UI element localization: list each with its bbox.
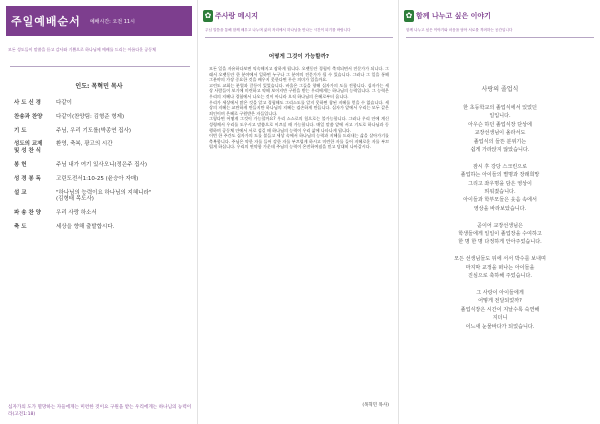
message-panel (199, 0, 399, 424)
bible-verse-footer: 십자가의 도가 멸망하는 자들에게는 미련한 것이요 구원을 받는 우리에게는 하나님의 능력이라(고전1:18) (8, 405, 192, 417)
story-line: 영상을 바라보았습니다. (473, 205, 527, 212)
story-line: 아이들과 학부모들은 웃음 속에서 (463, 197, 537, 204)
story-line: 어떻게 전달되었까? (478, 298, 522, 305)
service-label: 사 도 신 경 (14, 100, 41, 106)
leaf-logo-icon: ✿ (405, 11, 413, 20)
service-time: 예배시간: 오전 11시 (89, 19, 135, 25)
service-leader: 인도: 목혁민 목사 (75, 83, 123, 90)
service-row (14, 190, 192, 204)
story-line: 모든 선생님들도 뒤에 서서 박수를 보내며 (454, 256, 546, 263)
message-banner (203, 10, 258, 22)
story-line: 졸업하는 아이들의 별명과 장래희망 (460, 172, 540, 179)
story-line: 띄워졌습니다. (484, 189, 516, 196)
service-label: 파 송 찬 양 (14, 210, 41, 217)
sharing-banner-subtitle: 함께 나누고 싶은 이야기와 마음을 담아 서로를 격려하는 공간입니다 (406, 28, 513, 32)
service-label: 성도의 교제 및 성 찬 식 (14, 141, 43, 155)
story-line: 잠시 후 강당 스크린으로 (472, 163, 528, 170)
service-order-list (14, 100, 192, 238)
service-row (14, 176, 192, 183)
service-label: 봉 헌 (14, 161, 27, 168)
sharing-panel (400, 0, 600, 424)
story-stanza (400, 104, 600, 154)
divider (406, 37, 594, 38)
service-label: 기 도 (14, 127, 27, 134)
story-line: 그리고 좌우명을 담은 영상이 (468, 180, 532, 187)
leaf-logo-icon: ✿ (204, 11, 212, 20)
story-line: 교장선생님이 올라서도 (474, 130, 526, 137)
sharing-banner-title: 함께 나누고 싶은 이야기 (416, 12, 491, 20)
service-value: 고린도전서1:10-25 (윤승아 자매) (56, 175, 139, 182)
sermon-author: (목혁민 목사) (362, 403, 389, 408)
story-line: 곧이어 교장선생님은 (477, 222, 523, 229)
service-value: "하나님의 능력이요 하나님의 지혜니라" (김형태 목도사) (56, 189, 152, 203)
divider (10, 66, 190, 67)
divider (205, 37, 393, 38)
story-line: 쉽게 가라앉지 않았습니다. (470, 147, 530, 154)
story-line: 진심으로 축하해 주었습니다. (468, 273, 532, 280)
story-title: 사랑의 졸업식 (481, 86, 519, 93)
story-line: 그 사랑이 아이들에게 (476, 289, 524, 296)
service-value: 환영, 축복, 광고의 시간 (56, 141, 113, 148)
story-line: 학생들에게 일일이 졸업장을 수여하고 (458, 231, 542, 238)
service-row (14, 128, 192, 135)
story-line: 한 초등학교의 졸업식에서 있었던 (463, 105, 537, 111)
service-row (14, 210, 192, 217)
story-stanza (400, 222, 600, 247)
service-row (14, 114, 192, 121)
story-stanza (400, 289, 600, 331)
service-label: 축 도 (14, 223, 27, 230)
story-line: 졸업식의 들뜬 분위기는 (473, 138, 527, 145)
bulletin-header (6, 6, 192, 36)
service-row (14, 100, 192, 107)
bulletin-subtitle: 모든 성도들이 말씀을 듣고 감사와 기쁨으로 하나님께 예배를 드리는 아름다운 공동체 (8, 47, 156, 52)
story-stanza (400, 255, 600, 280)
sermon-title: 어떻게 그것이 가능할까? (268, 54, 330, 60)
story-line: 한 명 한 명 다정하게 안아주었습니다. (458, 239, 542, 246)
story-line: 마지막 교정을 떠나는 아이들을 (465, 264, 535, 271)
service-label: 찬송과 찬양 (14, 113, 43, 120)
service-row (14, 162, 192, 169)
sermon-body: 모든 일을 자유하다보면 익숙해지고 잠하게 됩니다. 오랫동안 경험이 축적되면서 전문가가 되니다. 그래서 오랫동안 한 분야에서 일하면 누구나 그 분야의 전문가가 될 수 있습니다. 그러나 그 일을 통해 그분야의 가장 중요한 것을 배우지 못한다면 무슨 의미가 있을까요. 고린도 교회는 분열과 갈등이 있었습니다. 바울은 그들을 향해 십자가의 도를 전합니다. 십자가는 세상 사람들이 보기에 미련하고 약해 보이지만 구원을 받는 우리에게는 하나님의 능력입니다. 그 능력은 우리의 지혜나 경험에서 나오는 것이 아니라 오직 하나님의 은혜로부터 옵니다. 우리가 세상에서 많은 것을 알고 경험해도 그리스도를 알지 못하면 참된 지혜를 얻을 수 없습니다. 세상의 지혜는 교만하게 만들지만 하나님의 지혜는 겸손하게 만듭니다. 십자가 앞에서 우리는 모두 같은 죄인이며 은혜로 구원받은 자들입니다. 그렇다면 어떻게 그것이 가능할까요? 우리 스스로의 힘으로는 불가능합니다. 그러나 우리 안에 계신 성령께서 우리를 도우시고 말씀으로 이끄실 때 가능합니다. 매일 말씀 앞에 서고 기도로 하나님과 동행하며 공동체 안에서 서로 섬길 때 하나님의 능력이 우리 삶에 나타나게 됩니다. 이번 한 주간도 십자가의 도를 붙들고 세상 속에서 하나님의 능력과 지혜를 드러내는 삶을 살아가기를 축복합니다. 주님은 약한 자를 들어 강한 자를 부끄럽게 하시고 미련한 자를 들어 지혜로운 자를 부끄럽게 하십니다. 우리의 연약함 가운데 주님의 능력이 온전하여짐을 믿고 담대히 나아갑시다. (209, 66, 389, 150)
story-line: 일입니다. (489, 113, 511, 120)
story-body (400, 104, 600, 339)
bulletin-title: 주일예배순서 (11, 15, 81, 28)
story-line: 지더니 (492, 315, 508, 322)
story-line: 졸업식장은 시간이 지날수록 숙연해 (460, 306, 540, 313)
message-banner-title: 주사랑 메시지 (215, 12, 259, 20)
story-stanza (400, 163, 600, 213)
service-row (14, 141, 192, 155)
service-row (14, 224, 192, 231)
service-value: 주님, 우리 기도를(박종연 집사) (56, 127, 132, 134)
service-value: 다같이 (56, 100, 72, 106)
service-label: 성 경 봉 독 (14, 175, 41, 182)
service-value: 우리 사랑 하소서 (56, 210, 97, 217)
sharing-banner (404, 10, 491, 22)
service-value: 주님 내가 여기 있사오니(정은주 집사) (56, 161, 147, 168)
service-value: 다같이(찬양팀: 김형준 형제) (56, 113, 125, 120)
story-line: 아우슨 하던 졸업식장 단상에 (468, 121, 532, 128)
service-label: 설 교 (14, 189, 27, 196)
service-value: 세상을 향해 출발합시다. (56, 223, 115, 230)
story-line: 이느새 눈물바다가 되었습니다. (465, 323, 535, 330)
message-banner-subtitle: 주님 말씀을 통해 함께 배우고 나누며 삶의 자리에서 하나님을 만나는 시간이 되기를 바랍니다 (205, 28, 351, 32)
service-order-panel (0, 0, 198, 424)
